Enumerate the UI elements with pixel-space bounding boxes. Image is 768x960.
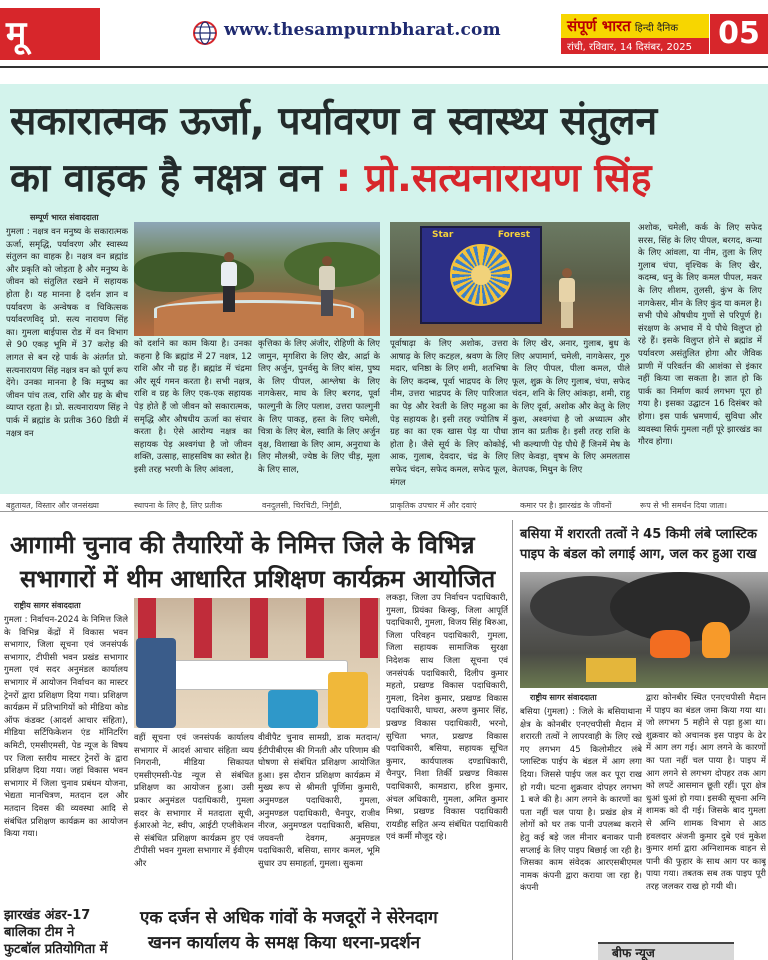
page-number: 05 xyxy=(710,14,768,54)
lead-photo-2 xyxy=(390,222,630,336)
lead-column-4: पूर्वाषाढ़ा के लिए अशोक, उत्तरा आषाढ़ के लिए कटहल, श्रवण के लिए मदार, धनिष्ठा के लिए शमी, शतभिषा के लिए कदम्ब, पूर्वा भाद्रपद के लिए नीम, उत्तरा भाद्रपद के लिए पारिजात का पेड़ और रेवती के लिए महुआ का पेड़ सहायक है। इसी तरह ज्योतिष में ग्रह का का एक खास पेड़ या पौधा होता है। जैसे सूर्य के लिए कोकोई, आक, गुलाब, देवदार, चंद्र के लिए सफेद चंदन, सफेद कमल, सफेद फूल, मंगल xyxy=(390,339,508,488)
lead-column-5: के लिए खैर, अनार, गुलाब, बुध के लिए अपामार्ग, चमेली, नागकेसर, गुरु के लिए पीपल, पीला कमल, पीले फूल, शुक्र के लिए गुलाब, चंपा, सफेद चंदन, शनि के लिए आंकड़ा, शमी, राहु के लिए दूर्वा, अशोक और केतु के लिए कुश, अश्वगंधा है जो अध्यात्म और ज्ञान का प्रतीक है। इसी तरह राशि के भी कल्याणी पेड़ पौधे हैं जिनमें मेष के लिए केवड़ा, वृषभ के लिए अमलतास केतपक, मिथुन के लिए xyxy=(512,339,630,475)
lead-headline-line1: सकारात्मक ऊर्जा, पर्यावरण व स्वास्थ्य संतुलन xyxy=(10,99,658,144)
brand-name: संपूर्ण भारत हिन्दी दैनिक xyxy=(561,14,709,38)
sports-headline-line1: झारखंड अंडर-17 xyxy=(4,908,91,923)
story4-headline-line1: एक दर्जन से अधिक गांवों के मजदूरों ने सेरेनदाग xyxy=(140,908,438,928)
story4-headline-line2: खनन कार्यालय के समक्ष किया धरना-प्रदर्शन xyxy=(148,933,421,953)
brand-subtitle: हिन्दी दैनिक xyxy=(634,23,679,34)
story3-byline: राष्ट्रीय सागर संवाददाता xyxy=(530,693,597,702)
lead-headline-attribution: : प्रो.सत्यनारायण सिंह xyxy=(335,156,652,201)
story2-photo xyxy=(134,598,380,728)
story3-headline-line1: बसिया में शरारती तत्वों ने 45 किमी लंबे प्लास्टिक xyxy=(520,527,757,542)
story2-column-3: वीवीपैट चुनाव सामग्री, डाक मतदान/ ईटीपीबीएस की गिनती और परिणाम की घोषणा से संबंधित प्रशिक्षण आयोजित हुआ। इस दौरान प्रशिक्षण कार्यक्रम में मुख्य रूप से श्रीमती पूर्णिमा कुमारी, अनुमण्डल पदाधिकारी, गुमला, अनुमण्डल पदाधिकारी, चैनपुर, राजीव नीरज, अनुमण्डल पदाधिकारी, बसिया, जयवन्ती देवगम, अनुमण्डल पदाधिकारी, बसिया, सागर कमल, भूमि सुधार उप समाहर्ता, गुमला। सुकमा xyxy=(258,733,380,869)
story2-column-1: गुमला : निर्वाचन-2024 के निमित्त जिले के विभिन्न केंद्रों में विकास भवन सभागार, जिला सूचना एवं जनसंपर्क सभागार, टीपीसी भवन प्रखंड सभागार गुमला एवं सदर अनुमंडल कार्यालय सभागार में आयोजन निर्वाचन का मास्टर ट्रेनरों द्वारा प्रशिक्षण दिया गया। प्रशिक्षण कार्यक्रम में प्रतिभागियों को मीडिया कोड ऑफ कंडक्ट (आदर्श आचार संहिता), मीडिया सर्टिफिकेशन एंड मॉनिटरिंग कमिटी, एमसीएमसी, पेड न्यूज के विषय पर जिला स्तरीय मास्टर ट्रेनरों के द्वारा प्रशिक्षण दिया गया। जहां विकास भवन सभागार में जिला चुनाव प्रबंधन योजना, भेद्यता मानचित्रण, मतदान दल और मतदान दिवस की व्यवस्था आदि से संबंधित प्रशिक्षण कार्यक्रम का आयोजन किया गया। xyxy=(4,615,128,840)
lead-column-3: कृत्तिका के लिए अंजीर, रोहिणी के लिए जामुन, मृगशिरा के लिए खैर, आर्द्रा के लिए अर्जुन, पुनर्वसु के लिए बांस, पुष्य के लिए पीपल, आश्लेषा के लिए नागकेसर, माघ के लिए बरगद, पूर्वा फाल्गुनी के लिए पलाश, उत्तरा फाल्गुनी के लिए पाकड़, हस्त के लिए चमेली, चित्रा के लिए बेल, स्वाति के लिए अर्जुन वृक्ष, विशाखा के लिए आम, अनुराधा के लिए मौलश्री, ज्येष्ठ के लिए चीड़, मूला के लिए साल, xyxy=(258,339,380,475)
story2-column-4: लकड़ा, जिला उप निर्वाचन पदाधिकारी, गुमला, प्रियंका किस्कु, जिला आपूर्ति पदाधिकारी, गुमला, विजय सिंह बिरुआ, जिला परिवहन पदाधिकारी, गुमला, जिला सहायक सामाजिक सुरक्षा निदेशक साथ जिला सूचना एवं जनसंपर्क पदाधिकारी, दिलीप कुमार महतो, प्रखण्ड विकास पदाधिकारी, गुमला, दिनेश कुमार, प्रखण्ड विकास पदाधिकारी, घाघरा, अरुण कुमार सिंह, प्रखण्ड विकास पदाधिकारी, भरनो, सुचिता भगत, प्रखण्ड विकास पदाधिकारी, बसिया, सहायक सूचित कुमार, कार्यपालक दण्डाधिकारी, चैनपुर, निशा तिर्की प्रखण्ड विकास पदाधिकारी, कामडारा, हरिश कुमार, अंचल अधिकारी, गुमला, अमित कुमार मिश्रा, प्रखण्ड विकास पदाधिकारी रायडीह सहित अन्य संबंधित पदाधिकारी एवं कर्मी मौजूद रहे। xyxy=(386,593,508,843)
brand-box xyxy=(561,14,709,54)
lead-column-1: गुमला : नक्षत्र वन मनुष्य के सकारात्मक ऊर्जा, समृद्धि, पर्यावरण और स्वास्थ्य संतुलन का वाहक है। नक्षत्र वन ब्रह्मांड और प्रकृति को जोड़ता है और मनुष्य के जीवन को संतुलित रखने में सहायक होता है। यह मानना है दर्शन ज्ञान व पर्यावरण के अन्वेषक व चिकित्सक पर्यावरणविद् प्रो. सत्य नारायण सिंह का। गुमला बाईपास रोड में वन विभाग से 90 एकड़ भूमि में 37 करोड़ की लागत से बन रहे पार्क के अंतर्गत प्रो. सत्यनारायण सिंह नक्षत्र वन को पूर्ण रूप देंगे। उनका मानना है कि मनुष्य का जीवन पांच तत्व, राशि और ग्रह के बीच व्याप्त रहता है। प्रो. सत्यनारायण सिंह ने पार्क में ब्रह्मांड के प्रतीक 360 डिग्री में नक्षत्र वन xyxy=(6,227,128,439)
lead-continuation-strip: बहुतायत, विस्तार और जनसंख्या स्थापना के लिए है, लिए प्रतीक वनदुलसी, चिरचिटी, निर्गुंडी, प्राकृतिक उपचार में और दवाएं कमार पर है। झारखंड के जीवनों रूप से भी समर्थन दिया जाता। xyxy=(0,498,768,512)
story3-headline-line2: पाइप के बंडल को लगाई आग, जल कर हुआ राख xyxy=(520,547,757,562)
story2-headline-line1: आगामी चुनाव की तैयारियों के निमित्त जिले के विभिन्न xyxy=(10,531,475,559)
globe-icon xyxy=(192,20,218,46)
masthead xyxy=(0,0,768,68)
star-forest-board: Star Forest xyxy=(420,226,542,324)
story2-column-2: वहीं सूचना एवं जनसंपर्क कार्यालय सभागार में आदर्श आचार संहिता व्यय निगरानी, मीडिया सिकायत एमसीएमसी-पेड न्यूज से संबंधित प्रशिक्षण का आयोजन हुआ। उसी प्रकार अनुमंडल पदाधिकारी, गुमला सदर के सभागार में मतदाता सूची, ईआरओ नेट, स्वीप, आईटी एप्लीकेशन से संबंधित प्रशिक्षण कार्यक्रम हुए एवं टीपीसी भवन गुमला सभागार में ईवीएम और xyxy=(134,733,254,869)
story3-photo xyxy=(520,572,768,688)
news-brief-box: बीफ न्यूज xyxy=(598,942,734,960)
section-corner: मू xyxy=(0,8,100,60)
lead-headline-line2: का वाहक है नक्षत्र वन : प्रो.सत्यनारायण सिंह xyxy=(10,156,652,201)
lead-column-6: अशोक, चमेली, कर्क के लिए सफेद सरस, सिंह के लिए पीपल, बरगद, कन्या के लिए आंवला, या नीम, तुला के लिए गुलाब चंपा, वृश्चिक के लिए खैर, कदम्ब, धनु के लिए कमल पीपल, मकर के लिए शीशम, तुलसी, कुंभ के लिए नागकेसर, मीन के लिए कुंद या कमल है। सभी पौधे औषधीय गुणों से परिपूर्ण है। संरक्षण के अभाव में ये पौधे विलुप्त हो रहे हैं। इसके विलुप्त होने से ब्रह्मांड में पर्यावरण असंतुलित होगा और जैविक प्राणी में परिवर्तन की आशंका से इंकार नहीं किया जा सकता है। ज्ञात हो कि पार्क का निर्माण कार्य लगभग पूरा हो गया है। इसका उद्घाटन 16 दिसंबर को होगा। इस पार्क भ्रमणार्थ, सुविधा और व्यवस्था सिर्फ गुमला नहीं पूरे झारखंड का गौरव होगा। xyxy=(638,223,762,448)
issue-date: रांची, रविवार, 14 दिसंबर, 2025 xyxy=(561,38,709,54)
column-divider xyxy=(512,520,513,960)
story3-column-2: द्वारा कोनबीर स्थित एनएचपीसी मैदान में पाइप का बंडल जमा किया गया था। जो लगभग 5 महीने से पड़ा हुआ था। शुक्रवार को अचानक इस पाइप के ढेर में आग लग गई। आग लगने के कारणों का पता नहीं चल पाया है। पाइप में आग लगने से लगभग दोपहर तक आग को लपटें आसमान छूती रहीं। पूरा क्षेत्र धुआं धुआं हो गया। इसकी सूचना अग्नि शामक को दी गई। जिसके बाद गुमला से अग्नि शामक विभाग से आठ हवलदार अंजनी कुमार दुबे एवं मुकेश कुमार शर्मा द्वारा अग्निशामक वाहन से पानी की फुहार के साथ आग पर काबू पाया गया। तबतक सब तक पाइप पूरी तरह जलकर राख हो गयी थी। xyxy=(646,693,766,892)
story2-byline: राष्ट्रीय सागर संवाददाता xyxy=(14,601,81,610)
lead-photo-1 xyxy=(134,222,380,336)
sports-headline-line2: बालिका टीम ने xyxy=(4,925,75,940)
story2-headline-line2: सभागारों में थीम आधारित प्रशिक्षण कार्यक्रम आयोजित xyxy=(20,565,496,593)
sports-headline-line3: फुटबॉल प्रतियोगिता में xyxy=(4,942,108,957)
site-url[interactable]: www.thesampurnbharat.com xyxy=(224,20,501,40)
lead-byline: सम्पूर्ण भारत संवाददाता xyxy=(30,213,99,222)
story3-column-1: बसिया (गुमला) : जिले के बसियाथाना क्षेत्र के कोनबीर एनएचपीसी मैदान में शरारती तत्वों ने लापरवाही के लिए रखे गए लगभग 45 किलोमीटर लंबे प्लास्टिक पाईप के बंडल में आग लगा दिया। जिससे पाईप जल कर पूरा राख हो गयी। घटना शुक्रवार दोपहर लगभग 1 बजे की है। आग लगने के कारणों का पता नहीं चल पाया है। प्रखंड क्षेत्र में लोगों को घर तक पानी उपलब्ध कराने हेतु कई बड़े जल मीनार बनाकर पानी सप्लाई के लिए पाइप बिछाई जा रही है। जिसका काम संवेदक आरएसबीएमल नामक कंपनी द्वारा कराया जा रहा है। कंपनी xyxy=(520,707,642,894)
lead-column-2: को दर्शाने का काम किया है। उनका कहना है कि ब्रह्मांड में 27 नक्षत्र, 12 राशि और नौ ग्रह हैं। ब्रह्मांड में चंद्रमा और सूर्य गमन करता है। सभी नक्षत्र, राशि व ग्रह के लिए एक-एक सहायक पेड़ होते हैं जो जीवन को सकारात्मक, समृद्धि और औषधीय ऊर्जा का संचार करता है। ऐसे आरोग्य नक्षत्र का सहायक पेड़ अश्वगंधा है जो जीवन शक्ति, उत्साह, साहसविष का स्त्रोत है। इसी तरह भरणी के लिए आंवला, xyxy=(134,339,252,475)
